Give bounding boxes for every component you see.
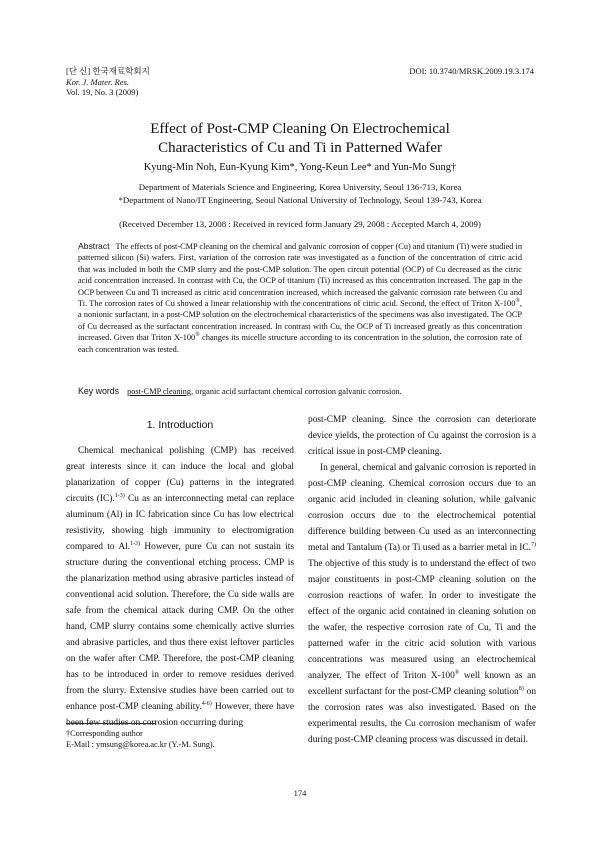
- citation: 1-3): [130, 540, 141, 547]
- text: The objective of this study is to understand the effect of two major constituents in post-CMP cleaning solution on the corrosion reactions of wafer. In order to investigate the effect of the organic acid contained in cleaning solution on the wafer, the respective corrosion rate of Cu, Ti and the patterned wafer in the citric acid solution with various concentrations was measured using an electrochemical analyzer. The effect of Triton X-100: [308, 559, 536, 681]
- journal-abbrev: Kor. J. Mater. Res.: [66, 76, 130, 87]
- citation: 7): [531, 541, 536, 548]
- authors: Kyung-Min Noh, Eun-Kyung Kim*, Yong-Keun Lee* and Yun-Mo Sung†: [143, 162, 457, 173]
- journal-header: [66, 66, 150, 98]
- left-column: [66, 443, 294, 731]
- abstract-text-c: changes its micelle structure according to its concentration in the solution, the corrosion rate of each concentration was tested.: [78, 333, 522, 354]
- text: well known as an excellent surfactant for the post-CMP cleaning solution: [308, 671, 536, 697]
- keyword-first: post-CMP cleaning: [127, 387, 192, 396]
- abstract-text-a: The effects of post-CMP cleaning on the chemical and galvanic corrosion of copper (Cu) and titanium (Ti) were studied in patterned silicon (Si) wafers. First, variation of the corrosion rate was investigated as a function of the concentration of citric acid that was included in both the CMP slurry and the post-CMP solution. The open circuit potential (OCP) of Cu decreased as the citric acid concentration increased. In contrast with Cu, the OCP of titanium (Ti) increased as this concentration increased. The gap in the OCP between Cu and Ti increased as citric acid concentration increased, which increased the galvanic corrosion rate between Cu and Ti. The corrosion rates of Cu showed a linear relationship with the concentrations of citric acid. Second, the effect of Triton X-100: [78, 242, 522, 309]
- section-title-introduction: 1. Introduction: [146, 419, 214, 431]
- affiliation-1: Department of Materials Science and Engineering, Korea University, Seoul 136-713, Korea: [138, 182, 462, 192]
- registered-mark: ®: [515, 298, 520, 305]
- abstract: [78, 241, 522, 355]
- abstract-label: Abstract: [78, 241, 110, 251]
- doi: DOI: 10.3740/MRSK.2009.19.3.174: [409, 66, 534, 76]
- text: on the corrosion rates was also investigated. Based on the experimental results, the Cu corrosion mechanism of wafer during post-CMP cleaning process was discussed in detail.: [308, 687, 537, 745]
- author-email: E-Mail : ymsung@korea.ac.kr (Y.-M. Sung).: [66, 740, 215, 749]
- text: However, there have been few studies on corrosion occurring during: [66, 702, 294, 728]
- registered-mark: ®: [195, 332, 200, 339]
- page-number: 174: [293, 788, 307, 798]
- registered-mark: ®: [454, 669, 460, 676]
- journal-volume: Vol. 19, No. 3 (2009): [66, 87, 139, 97]
- keywords-label: Key words: [78, 386, 120, 396]
- paragraph: [66, 443, 294, 731]
- corresponding-author: †Corresponding author: [66, 729, 143, 738]
- paper-title: [0, 120, 600, 158]
- citation: 4-6): [201, 700, 212, 707]
- text: However, pure Cu can not sustain its structure during the conventional etching process. CMP is the planarization method using abrasive particles instead of conventional acid solution. Therefore, the Cu side walls are safe from the chemical attack during CMP. On the other hand, CMP slurry contains some chemically active slurries and abrasive particles, and thus there exist leftover particles on the wafer after CMP. Therefore, the post-CMP cleaning has to be introduced in order to remove residues derived from the slurry. Extensive studies have been carried out to enhance post-CMP cleaning ability.: [66, 542, 294, 712]
- keywords-rest: , organic acid surfactant chemical corrosion galvanic corrosion.: [191, 387, 402, 396]
- text: Chemical mechanical polishing (CMP) has received great interests since it can induce the local and global planarization of copper (Cu) patterns in the integrated circuits (IC).: [66, 446, 294, 504]
- citation: 1-3): [114, 492, 125, 499]
- journal-korean-name: [단 신] 한국재료학회지: [66, 66, 150, 76]
- title-line-2: Characteristics of Cu and Ti in Patterned Wafer: [158, 140, 442, 156]
- keywords: [78, 386, 522, 396]
- title-line-1: Effect of Post-CMP Cleaning On Electrochemical: [150, 121, 450, 137]
- text: Cu as an interconnecting metal can replace aluminum (Al) in IC fabrication since Cu has low electrical resistivity, showing high immunity to electromigration compared to Al.: [66, 494, 294, 552]
- affiliation-2: *Department of Nano/IT Engineering, Seoul National University of Technology, Seoul 139-743, Korea: [118, 195, 482, 205]
- abstract-text-b: , a nonionic surfactant, in a post-CMP solution on the electrochemical characteristics of the specimens was also investigated. The OCP of Cu decreased as the surfactant concentration increased. In contrast with Cu, the OCP of Ti increased greatly as this concentration increased. Given that Triton X-100: [78, 299, 522, 343]
- citation: 8): [518, 685, 524, 692]
- received-dates: (Received December 13, 2008 : Received in reviced form January 29, 2008 : Accepted March 4, 2009): [119, 219, 481, 229]
- footnote-divider: [66, 723, 156, 724]
- text: In general, chemical and galvanic corrosion is reported in post-CMP cleaning. Chemical corrosion occurs due to an organic acid included in cleaning solution, while galvanic corrosion occurs due to the electrochemical potential difference building between Cu used as an interconnecting metal and Tantalum (Ta) or Ti used as a barrier metal in IC.: [308, 463, 536, 553]
- right-column: [308, 412, 536, 748]
- footnote: [66, 728, 215, 750]
- paragraph: [308, 460, 536, 748]
- paragraph: post-CMP cleaning. Since the corrosion can deteriorate device yields, the protection of Cu against the corrosion is a critical issue in post-CMP cleaning.: [308, 415, 536, 457]
